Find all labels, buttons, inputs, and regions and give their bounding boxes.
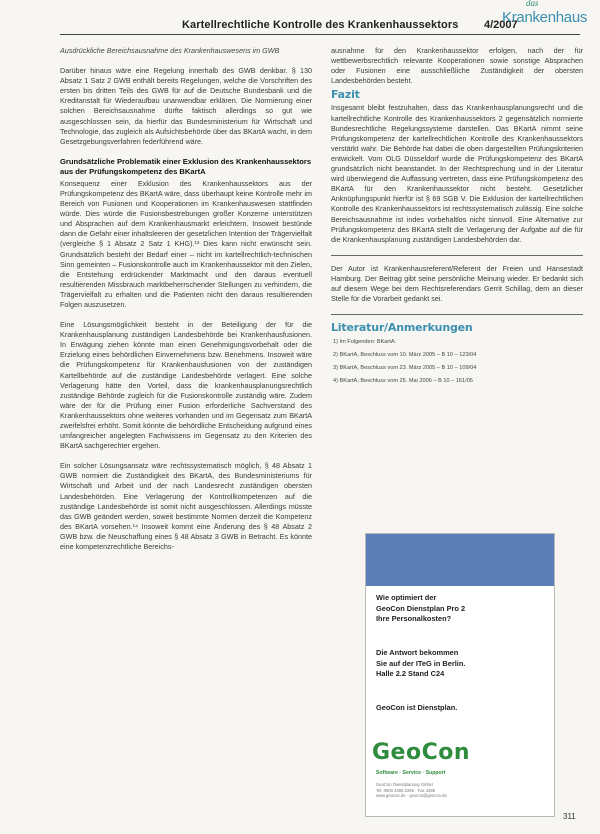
- section-heading: Grundsätzliche Problematik einer Exklusion des Krankenhaussektors aus der Prüfungskompetenz des BKartA: [60, 156, 312, 176]
- page-number: 311: [563, 812, 576, 821]
- journal-logo: [502, 0, 594, 30]
- logo-small-text: das: [526, 0, 539, 8]
- reference-item: 1) Im Folgenden: BKartA.: [333, 339, 397, 346]
- ad-address: [376, 782, 447, 799]
- geocon-logo: GeoCon: [372, 740, 471, 765]
- reference-item: 4) BKartA, Beschluss vom 25. Mai 2006 – B 10 – 161/05: [333, 378, 473, 385]
- paragraph: Ein solcher Lösungsansatz wäre rechtssystematisch möglich, § 48 Absatz 1 GWB normiert die Zuständigkeit des BKartA, des Bundesministeriums für Wirtschaft und Arbeit und der nach Landesrecht zuständigen obersten Landesbehörden. Eine Verlagerung der Kontrollkompetenzen auf die zuständige Landesbehörde ist somit nicht ausgeschlossen. Allerdings müsste das GWB geändert werden, soweit bestimmte Normen derzeit die Kompetenz des BKartA vorsehen.¹⁴ Insoweit kommt eine Änderung des § 48 Absatz 2 GWB bzw. die Neuschaffung eines § 48 Absatz 3 GWB in Betracht. Es könnte eine kompetenzrechtliche Bereichs-: [60, 461, 312, 552]
- ad-line: Halle 2.2 Stand C24: [376, 669, 445, 678]
- ad-answer: [376, 648, 542, 680]
- paragraph: ausnahme für den Krankenhaussektor erfolgen, nach der für wettbewerbsrechtlich relevante Kooperationen sowie sonstige Absprachen oder Fusionen eine ausschließliche Zuständigkeit der obersten Landesbehörden besteht.: [331, 46, 583, 86]
- subheading: Ausdrückliche Bereichsausnahme des Krankenhauswesens im GWB: [60, 46, 280, 55]
- divider: [331, 314, 583, 315]
- ad-address-line: www.geocon.de · geocon@geocon.de: [376, 793, 447, 799]
- ad-address-line: GeoCon Dienstplanung GmbH: [376, 782, 433, 787]
- author-note: Der Autor ist Krankenhausreferent/Referent der Freien und Hansestadt Hamburg. Der Beitrag gibt seine persönliche Meinung wieder. Er bedankt sich auf diesem Wege bei dem Rechtsreferendars Gerrit Schillag, dem an dieser Stelle für die Vorarbeit gedankt sei.: [331, 263, 583, 304]
- right-column: [331, 46, 583, 394]
- ad-line: GeoCon Dienstplan Pro 2: [376, 603, 466, 613]
- running-title: Kartellrechtliche Kontrolle des Krankenhaussektors: [182, 19, 459, 31]
- issue-number: 4/2007: [484, 19, 518, 31]
- ad-address-line: Tel. 0800 4365 0266 · Fax 4365: [376, 787, 436, 793]
- paragraph: Darüber hinaus wäre eine Regelung innerhalb des GWB denkbar. § 130 Absatz 1 Satz 2 GWB enthält bereits Regelungen, welche die Vorschriften des ersten bis dritten Teils des GWB für auf die Deutsche Bundesbank und die Kreditanstalt für Wiederaufbau unanwendbar erklären. Die Normierung einer solchen Bereichsausnahme dürfte faktisch allerdings so gut wie ausgeschlossen sein, da hierfür das Bundesministerium für Wirtschaft und Technologie, das zugleich als Aufsichtsbehörde über das BKartA wacht, in dem Gesetzgebungsverfahren federführend wäre.: [60, 66, 312, 146]
- paragraph: Konsequenz einer Exklusion des Krankenhaussektors aus der Prüfungskompetenz des BKartA wäre, dass überhaupt keine Kontrolle mehr im Bereich von Fusionen und Kooperationen im Krankenhauswesen stattfinden würde. Dies würde die Fusionsbestrebungen großer Konzerne unterstützen und Absprachen auf dem Krankenhausmarkt erleichtern. Insoweit bestünde dann die Gefahr einer inhaltsleeren der gesetzlichen Intention der Trägervielfalt (vergleiche § 1 Absatz 2 Satz 1 KHG).¹³ Dies kann nicht erwünscht sein. Grundsätzlich besteht der Bedarf einer – nicht im kartellrechtlich-technischen Sinn gemeinten – Fusionskontrolle auch im Krankenhaussektor mit den Zielen, die Entstehung erdrückender Marktmacht und den daraus eventuell resultierenden Missbrauch marktbeherrschender Stellungen zu verhindern, die Trägervielfalt zu erhalten und die Patienten nicht den daraus resultierenden Folgen auszusetzen.: [60, 178, 312, 309]
- ad-question: [376, 593, 542, 625]
- ad-slogan: GeoCon ist Dienstplan.: [376, 703, 458, 712]
- reference-list: [331, 336, 583, 388]
- ad-tagline: Software · Service · Support: [376, 770, 446, 776]
- logo-large-text: Krankenhaus: [502, 9, 588, 26]
- ad-line: Wie optimiert der: [376, 593, 437, 602]
- left-column: [60, 46, 312, 562]
- ad-line: Ihre Personalkosten?: [376, 614, 452, 623]
- reference-item: 3) BKartA, Beschluss vom 23. März 2005 – B 10 – 109/04: [333, 365, 477, 372]
- divider: [331, 255, 583, 256]
- fazit-heading: Fazit: [331, 88, 360, 102]
- geocon-advertisement: [365, 533, 555, 817]
- ad-line: Die Antwort bekommen: [376, 648, 459, 657]
- ad-line: Sie auf der ITeG in Berlin.: [376, 658, 466, 668]
- literature-heading: Literatur/Anmerkungen: [331, 321, 473, 335]
- paragraph: Eine Lösungsmöglichkeit besteht in der Beteiligung der für die Krankenhausplanung zuständigen Landesbehörde bei Krankenhausfusionen. In Erwägung ziehen könnte man einen Genehmigungsvorbehalt oder die Erzielung eines behördlichen Einvernehmens bzw. Benehmens. Insoweit wäre die Prüfungskompetenz für Krankenhausfusionen von der zuständigen Kartellbehörde auf die zuständige Landesbehörde verlagert. Eine solche Verlagerung hätte den Vorteil, dass die krankenhausplanungsrechtlich zuständige Behörde zugleich für die Fusionskontrolle zuständig wäre. Zudem wäre der für die Prüfung einer Fusion erforderliche Sachverstand des Krankenhaussektors ohne weiteres vorhanden und im Gegensatz zum BKartA zweifelsfrei erhöht. Somit könnte die behördliche Entscheidung aufgrund eines umfangreicher angelegten Fachwissens im Gegensatz zu den Kriterien des BKartA sachgerechter ergehen.: [60, 320, 312, 451]
- ad-banner-image: [366, 534, 554, 586]
- paragraph: Insgesamt bleibt festzuhalten, dass das Krankenhausplanungsrecht und die kartellrechtliche Kontrolle des Krankenhaussektors 2 gegensätzlich normierte Bundesrechtliche Regelungssysteme darstellen. Das BKartA nimmt seine Prüfungskompetenz der kartellrechtlichen Kontrolle des Krankenhaussektors verstärkt wahr. Die Behörde hat dabei die oben dargestellten Prüfungskriterien entwickelt. Vom OLG Düsseldorf wurde die Prüfungskompetenz des BKartA grundsätzlich nicht beanstandet. In der Rechtsprechung und in der Literatur wird überwiegend die Auffassung vertreten, dass eine Prüfungskompetenz des BKartA für den Krankenhaussektor nicht besteht. Gesetzlicher Anknüpfungspunkt hierfür ist § 69 SGB V. Die Exklusion der kartellrechtlichen Kontrolle des Krankenhaussektors ist rechtssystematisch zulässig. Eine solche Bereichsausnahme ist indes vorbehaltlos nicht sinnvoll. Eine Alternative zur Prüfungskompetenz des BKartA stellt die Verlagerung der Aufgabe auf die für die Krankenhausplanung zuständigen Landesbehörden dar.: [331, 103, 583, 244]
- reference-item: 2) BKartA, Beschluss vom 10. März 2005 – B 10 – 123/04: [333, 352, 477, 359]
